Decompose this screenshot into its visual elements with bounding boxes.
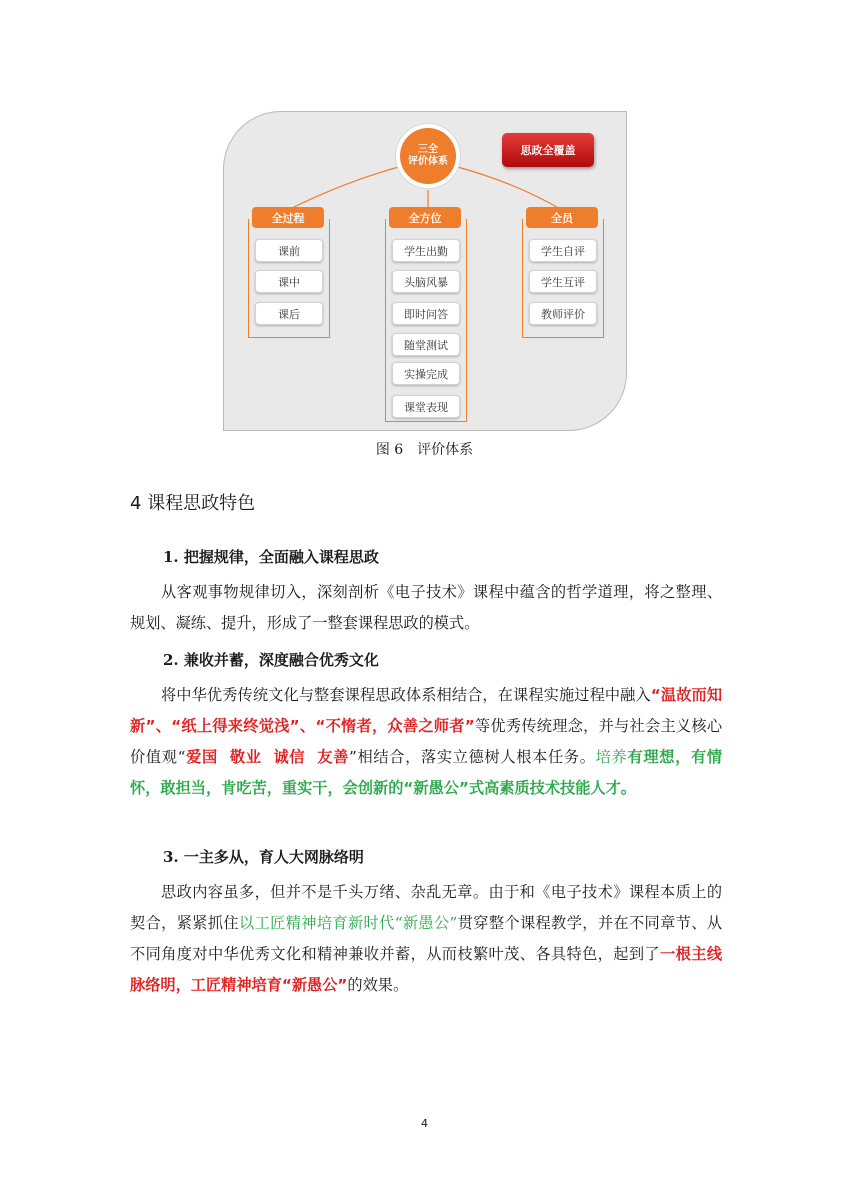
list-item: 头脑风暴 <box>392 270 460 293</box>
column-title: 全过程 <box>252 207 324 228</box>
list-item: 课后 <box>255 302 323 325</box>
text-run: 思政内容虽多，但并不是千头万绪、杂乱无章。由于和《电子技术》课程本质上的契合，紧紧抓住 <box>130 883 722 932</box>
coverage-badge: 思政全覆盖 <box>502 133 594 167</box>
list-item: 学生自评 <box>529 239 597 262</box>
highlight-red: 爱国 敬业 诚信 友善 <box>185 748 350 766</box>
paragraph-1 <box>130 577 722 639</box>
hub-line1: 三全 <box>418 143 438 155</box>
list-item: 即时问答 <box>392 302 460 325</box>
highlight-red: “温故而知新”、“纸上得来终觉浅”、“不惰者，众善之师者” <box>130 686 723 735</box>
list-item: 课前 <box>255 239 323 262</box>
list-item: 学生互评 <box>529 270 597 293</box>
text-run: 等优秀传统理念，并与社会主义核心价值观“ <box>130 717 723 766</box>
section-heading: 4 课程思政特色 <box>130 493 256 514</box>
column-title: 全员 <box>526 207 598 228</box>
text-run: 的效果。 <box>347 976 409 994</box>
subheading-3: 3. 一主多从，育人大网脉络明 <box>163 848 364 866</box>
subheading-1: 1. 把握规律，全面融入课程思政 <box>163 548 379 566</box>
hub-circle <box>396 124 460 188</box>
highlight-green: 培养 <box>595 748 628 766</box>
list-item: 实操完成 <box>392 362 460 385</box>
page-number: 4 <box>421 1117 428 1130</box>
paragraph-3 <box>130 877 722 1001</box>
column-title: 全方位 <box>389 207 461 228</box>
subheading-2: 2. 兼收并蓄，深度融合优秀文化 <box>163 651 379 669</box>
list-item: 课堂表现 <box>392 395 460 418</box>
text-run: 贯穿整个课程教学，并在不同章节、从不同角度对中华优秀文化和精神兼收并蓄，从而枝繁叶茂、各具特色，起到了 <box>130 914 723 963</box>
list-item: 随堂测试 <box>392 333 460 356</box>
hub-line2: 评价体系 <box>408 156 448 167</box>
figure-caption: 图 6 评价体系 <box>375 442 474 458</box>
highlight-red: 一根主线脉络明，工匠精神培育“新愚公” <box>130 945 723 994</box>
list-item: 教师评价 <box>529 302 597 325</box>
list-item: 学生出勤 <box>392 239 460 262</box>
list-item: 课中 <box>255 270 323 293</box>
highlight-green-bold: 有理想，有情怀，敢担当，肯吃苦，重实干，会创新的“新愚公”式高素质技术技能人才。 <box>130 748 723 797</box>
paragraph-2 <box>130 680 722 804</box>
text-run: ”相结合，落实立德树人根本任务。 <box>349 748 596 766</box>
text-run: 将中华优秀传统文化与整套课程思政体系相结合，在课程实施过程中融入 <box>161 686 651 704</box>
paragraph-1-text: 从客观事物规律切入，深刻剖析《电子技术》课程中蕴含的哲学道理，将之整理、规划、凝练、提升，形成了一整套课程思政的模式。 <box>130 583 722 632</box>
evaluation-diagram <box>223 111 627 431</box>
highlight-green: 以工匠精神培育新时代“新愚公” <box>239 914 458 932</box>
